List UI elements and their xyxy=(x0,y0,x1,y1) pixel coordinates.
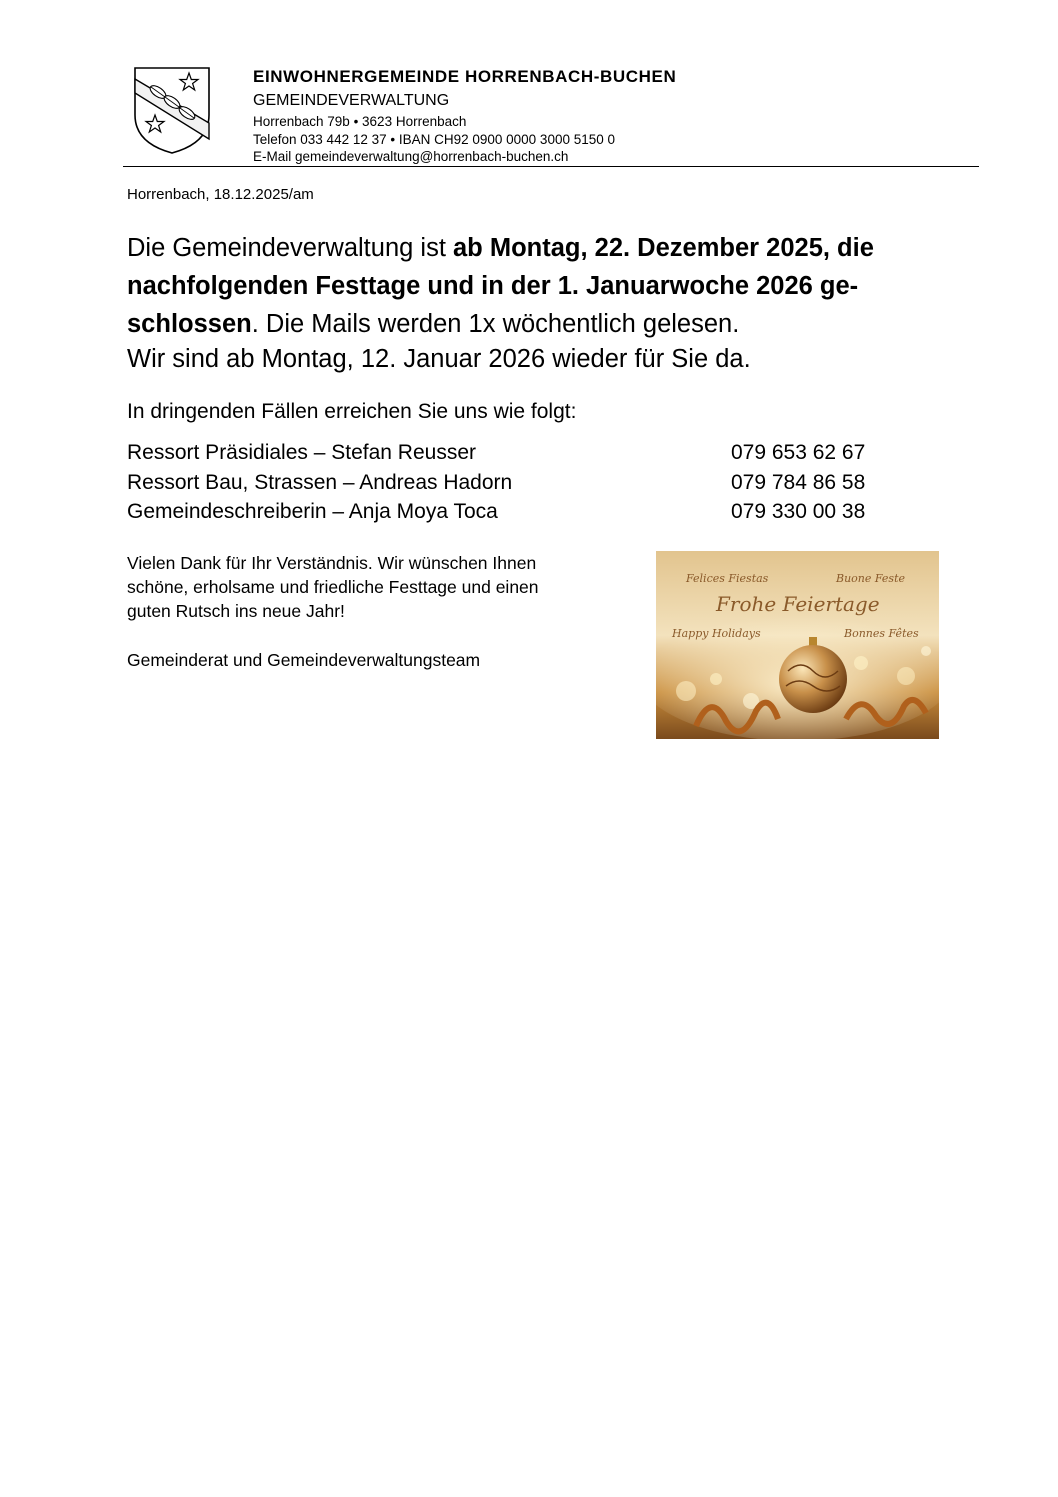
thanks-paragraph xyxy=(127,551,637,623)
announcement-bold-2: nachfolgenden Festtage und in der 1. Januarwoche 2026 ge- xyxy=(127,272,859,300)
contact-phone: 079 784 86 58 xyxy=(731,470,866,494)
contact-row xyxy=(127,497,897,527)
contact-row xyxy=(127,468,897,498)
thanks-line: schöne, erholsame und friedliche Festtage und einen xyxy=(127,577,539,597)
thanks-line: guten Rutsch ins neue Jahr! xyxy=(127,601,345,621)
contact-row xyxy=(127,438,897,468)
greeting-happy: Happy Holidays xyxy=(672,627,761,640)
announcement-text-3: . Die Mails werden 1x wöchentlich gelesen. xyxy=(251,310,740,338)
contact-name: Gemeindeschreiberin – Anja Moya Toca xyxy=(127,500,498,523)
phone-iban-line: Telefon 033 442 12 37 • IBAN CH92 0900 0000 3000 5150 0 xyxy=(253,132,616,147)
thanks-line: Vielen Dank für Ihr Verständnis. Wir wünschen Ihnen xyxy=(127,553,537,573)
greeting-frohe: Frohe Feiertage xyxy=(716,592,880,616)
organization-name: EINWOHNERGEMEINDE HORRENBACH-BUCHEN xyxy=(253,67,677,86)
greeting-felices: Felices Fiestas xyxy=(686,572,769,585)
announcement-bold-1: ab Montag, 22. Dezember 2025, die xyxy=(452,234,874,262)
header-divider xyxy=(123,166,979,167)
contact-list xyxy=(127,438,897,527)
postal-address: Horrenbach 79b • 3623 Horrenbach xyxy=(253,114,467,129)
signature: Gemeinderat und Gemeindeverwaltungsteam xyxy=(127,650,481,670)
email-line: E-Mail gemeindeverwaltung@horrenbach-buchen.ch xyxy=(253,149,569,164)
place-date: Horrenbach, 18.12.2025/am xyxy=(127,186,314,203)
contact-name: Ressort Präsidiales – Stefan Reusser xyxy=(127,441,476,464)
contact-phone: 079 653 62 67 xyxy=(731,441,866,464)
closure-announcement xyxy=(127,229,977,343)
greeting-buone: Buone Feste xyxy=(836,572,905,585)
holiday-greeting-card xyxy=(656,551,939,739)
contact-name: Ressort Bau, Strassen – Andreas Hadorn xyxy=(127,470,513,494)
department-name: GEMEINDEVERWALTUNG xyxy=(253,92,450,109)
announcement-bold-3: schlossen xyxy=(127,310,252,338)
reopening-notice: Wir sind ab Montag, 12. Januar 2026 wieder für Sie da. xyxy=(127,345,751,373)
contact-phone: 079 330 00 38 xyxy=(731,500,866,523)
announcement-text-1: Die Gemeindeverwaltung ist xyxy=(127,234,453,262)
greeting-bonnes: Bonnes Fêtes xyxy=(844,627,919,640)
coat-of-arms-logo xyxy=(132,65,212,155)
urgent-contact-intro: In dringenden Fällen erreichen Sie uns wie folgt: xyxy=(127,400,577,423)
